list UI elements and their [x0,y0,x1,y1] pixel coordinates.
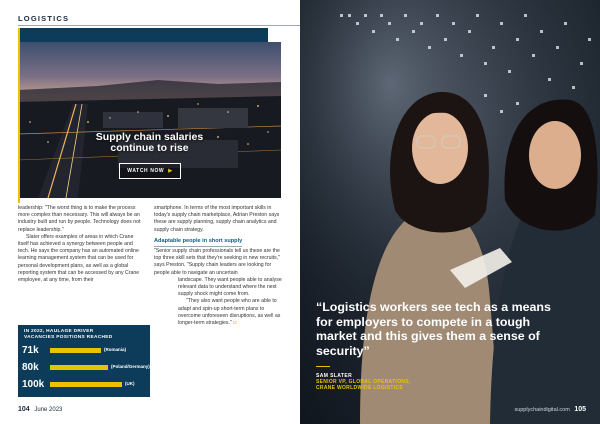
site-url[interactable]: supplychaindigital.com [514,407,570,413]
bar-row [22,379,150,391]
pull-quote [316,300,568,391]
right-page [300,0,600,424]
feature-accent-line [18,28,20,203]
bar-country: (UK) [125,381,135,386]
bar-value: 100k [22,379,45,390]
chart-heading-line-1: IN 2022, HAULAGE DRIVER [24,329,94,334]
article-column-2 [154,205,282,327]
bar-row [22,362,150,374]
watch-now-label: WATCH NOW [127,168,165,174]
quote-author-name: SAM SLATER [316,373,353,380]
quote-author-role-line-2: CRANE WORLDWIDE LOGISTICS [316,385,403,392]
bar-value: 80k [22,362,39,373]
bar-row [22,345,150,357]
paragraph: leadership: "The worst thing is to make the process more complex than necessary. This will always be an industry built and run by people. Technology does not replace leadership." [18,205,141,233]
paragraph-text: "They also want people who are able to adapt and spin-up short-term plans to overcome unforeseen disruptions, as well as longer-term strategies." [178,298,281,327]
play-icon: ▶ [168,168,173,174]
page-folio-left [18,406,62,413]
paragraph: "Senior supply chain professionals tell us these are the top three skill sets that they're seeking in new recruits," says Preston. "Supply chain leaders are looking for people able to navigate an uncertain [154,248,280,276]
feature-title-line-1: Supply chain salaries [95,131,204,143]
paragraph [154,298,282,327]
article-column-1 [18,205,144,284]
feature-title [18,132,281,154]
chart-heading [24,329,113,340]
subheading: Adaptable people in short supply [154,238,242,247]
bar [50,365,108,370]
issue-date: June 2023 [34,407,63,413]
bar [50,348,101,353]
paragraph: landscape. They want people able to analyse relevant data to understand where the next supply shock might come from. [178,276,282,298]
paragraph: smartphone. In terms of the most important skills in today's supply chain marketplace, Adrian Preston says these are supply planning, supply chain analytics and supply chain strategy. [154,205,280,233]
section-rule [18,25,300,26]
quote-author-role-line-1: SENIOR VP, GLOBAL OPERATIONS, [316,379,411,386]
feature-video-thumbnail[interactable] [18,42,281,198]
vacancies-bar-chart [18,325,150,397]
chart-heading-line-2: VACANCIES POSITIONS REACHED [24,334,113,340]
bar-value: 71k [22,345,39,356]
page-folio-right [514,406,586,413]
paragraph: Slater offers examples of areas in which Crane itself has achieved a synergy between people and tech. He says the company has an automated online learning management system that can be used for personal development plans, as well as a global reporting system that can be accessed by any Crane employee, at any time, from their [18,233,140,284]
end-mark-icon: ◘ [233,320,237,327]
bar-country: (Poland/Germany) [111,364,150,369]
page-number: 105 [574,406,586,413]
page-number: 104 [18,406,30,413]
watch-now-button[interactable] [119,163,181,179]
quote-text: “Logistics workers see tech as a means for employers to compete in a tough market and this gives them a sense of security” [316,300,551,358]
quote-divider [316,366,330,367]
feature-title-line-2: continue to rise [110,142,189,154]
bar-country: (Romania) [104,347,127,352]
bar [50,382,122,387]
quote-author-role [316,379,568,391]
section-tag: LOGISTICS [18,14,70,23]
